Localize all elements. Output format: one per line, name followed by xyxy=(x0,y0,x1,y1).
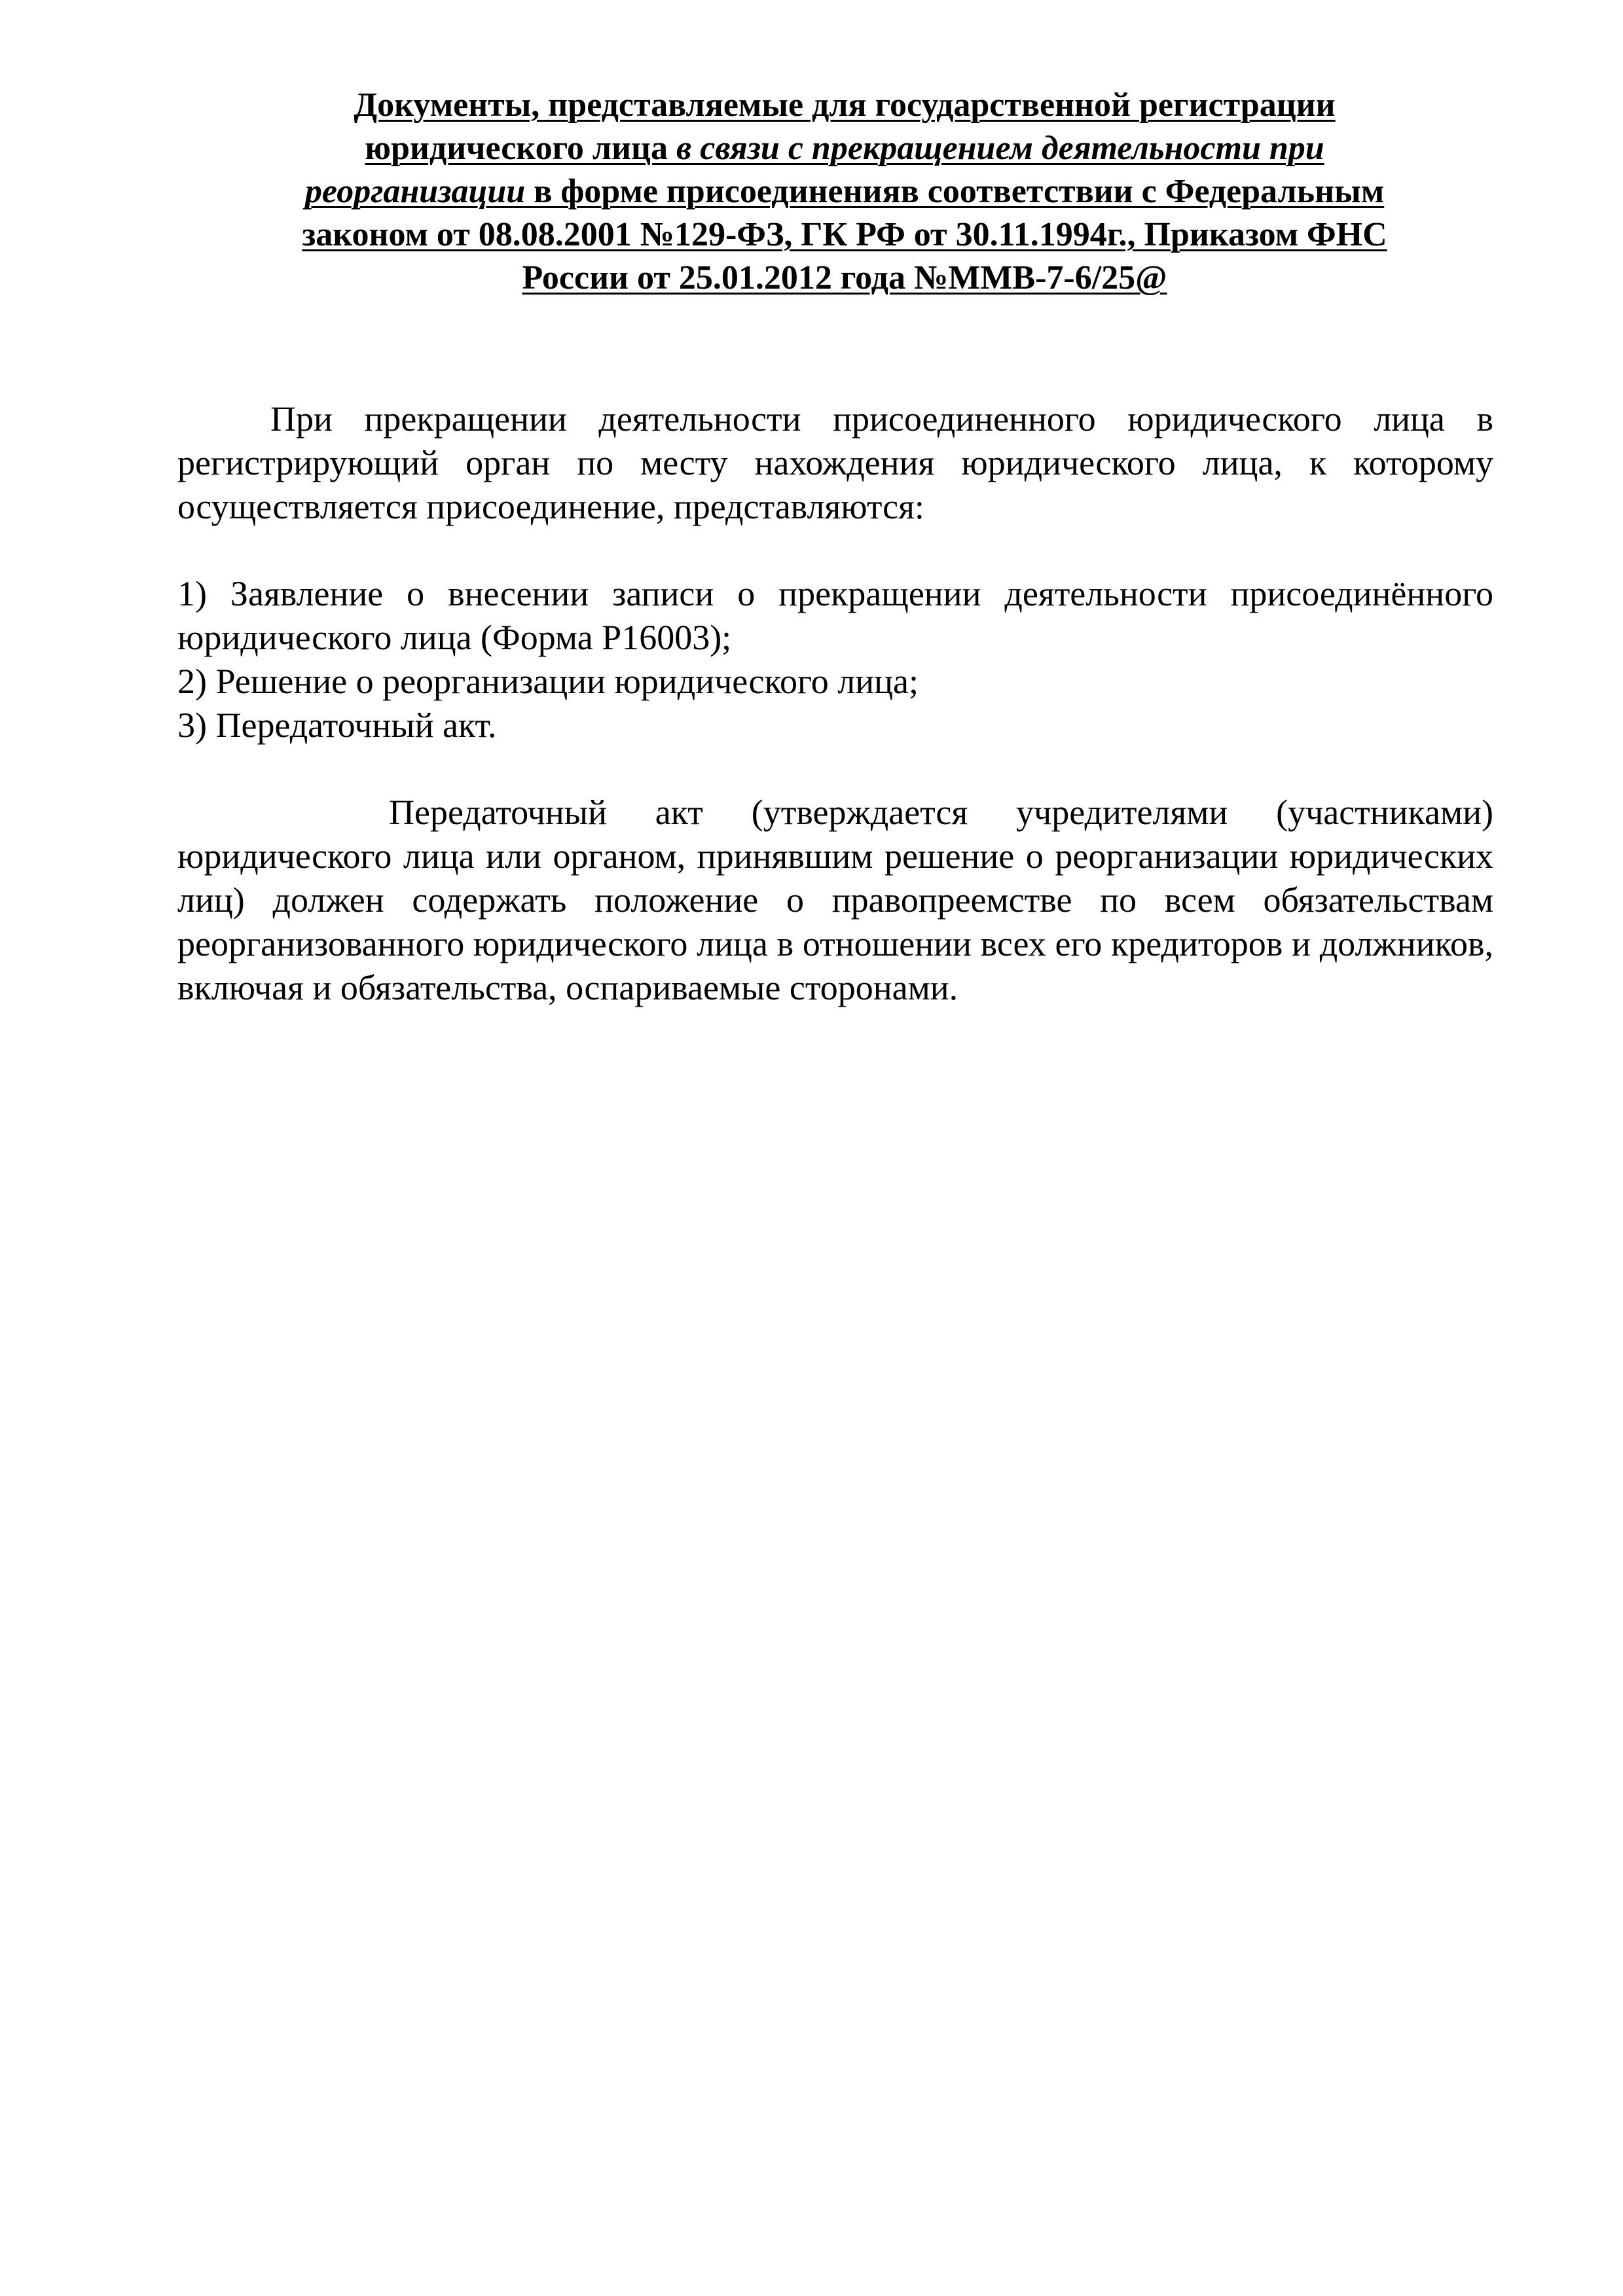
document-list xyxy=(177,572,1493,747)
heading-line-4: законом от 08.08.2001 №129-ФЗ, ГК РФ от 30.11.1994г., Приказом ФНС xyxy=(302,216,1387,253)
heading-line-2-italic: в связи с прекращением деятельности при xyxy=(676,130,1324,167)
heading-line-5: России от 25.01.2012 года №ММВ-7-6/25@ xyxy=(522,259,1167,296)
intro-paragraph: При прекращении деятельности присоединенного юридического лица в регистрирующий орган по месту нахождения юридического лица, к которому осуществляется присоединение, представляются: xyxy=(177,399,1493,526)
heading-line-3 xyxy=(196,170,1493,213)
list-item: 2) Решение о реорганизации юридического лица; xyxy=(177,662,919,701)
heading-line-2 xyxy=(196,127,1493,170)
heading-line-2-plain: юридического лица xyxy=(365,130,676,167)
closing-paragraph: Передаточный акт (утверждается учредителями (участниками) юридического лица или органом, принявшим решение о реорганизации юридических лиц) должен содержать положение о правопреемстве по всем обязательствам реорганизованного юридического лица в отношении всех его кредиторов и должников, включая и обязательства, оспариваемые сторонами. xyxy=(177,793,1493,1007)
heading-line-3-italic: реорганизации xyxy=(304,173,534,210)
heading-line-3-plain: в форме присоединенияв соответствии с Федеральным xyxy=(534,173,1385,210)
list-item: 3) Передаточный акт. xyxy=(177,706,497,745)
document-heading xyxy=(196,84,1493,300)
list-item: 1) Заявление о внесении записи о прекращении деятельности присоединённого юридического лица (Форма Р16003); xyxy=(177,574,1493,657)
heading-line-1: Документы, представляемые для государственной регистрации xyxy=(354,86,1336,124)
